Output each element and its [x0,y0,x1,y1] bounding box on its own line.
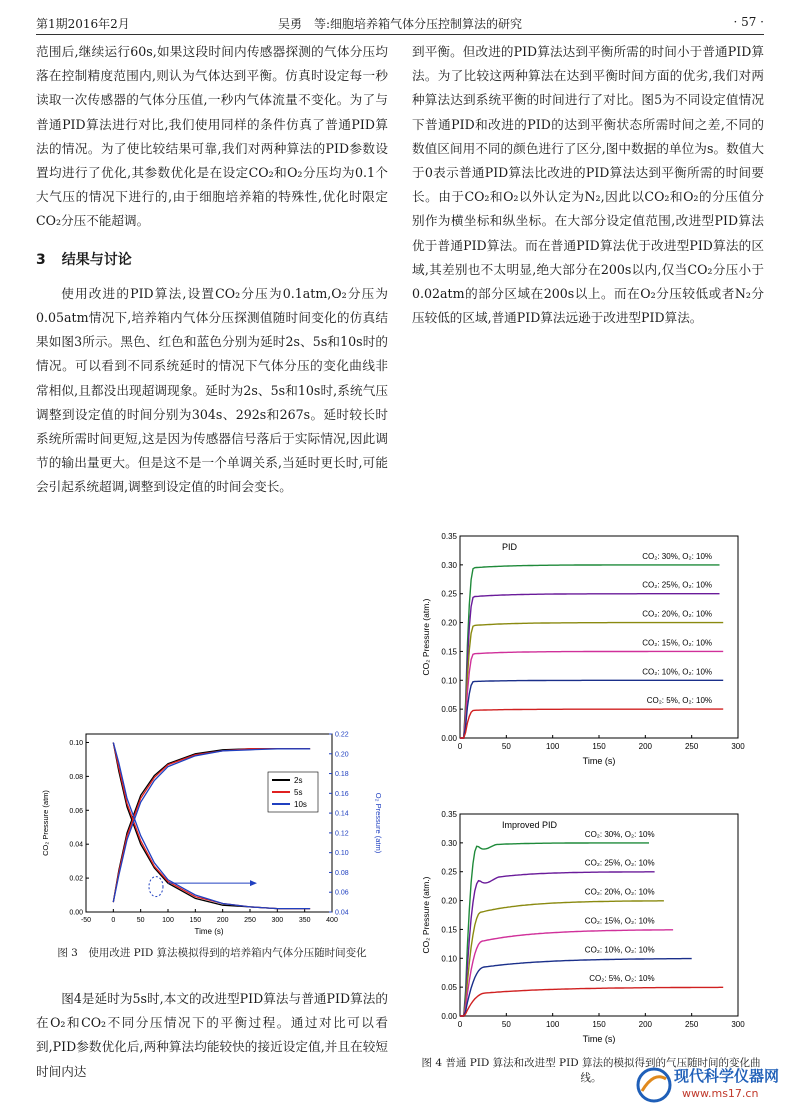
running-header [36,12,764,35]
x-tick-label: 250 [244,917,256,924]
y-tick-label: 0.00 [441,1012,457,1021]
paragraph: 到平衡。但改进的PID算法达到平衡所需的时间小于普通PID算法。为了比较这两种算法在达到平衡时间方面的优劣,我们对两种算法达到系统平衡的时间进行了对比。图5为不同设定值情况下普通PID和改进的PID的达到平衡状态所需时间之差,不同的数值区间用不同的颜色进行了区分,图中数据的单位为s。数值大于0表示普通PID算法比改进的PID算法达到平衡所需的时间要长。由于CO₂和O₂以外认定为N₂,因此以CO₂和O₂的分压值分别作为横坐标和纵坐标。在大部分设定值范围,改进型PID算法优于普通PID算法。而在普通PID算法优于改进型PID算法的区域,其差别也不太明显,绝大部分在200s以内,仅当CO₂分压小于0.02atm的部分区域在200s以上。而在O₂分压较低或者N₂分压较低的区域,普通PID算法远逊于改进型PID算法。 [412,44,764,326]
x-tick-label: 50 [501,742,511,751]
x-tick-label: 150 [592,1020,606,1029]
series-label: CO₂: 30%, O₂: 10% [642,551,713,561]
x-tick-label: 300 [731,1020,745,1029]
paragraph: 图4是延时为5s时,本文的改进型PID算法与普通PID算法的在O₂和CO₂不同分压情况下的平衡过程。通过对比可以看到,PID参数优化后,两种算法均能较快的接近设定值,并且在较短时间内达 [36,991,388,1079]
section-title: 结果与讨论 [61,251,132,268]
legend-label: 2s [294,776,303,785]
x-tick-label: 50 [136,917,145,924]
series-label: CO₂: 15%, O₂: 10% [584,916,655,926]
panel-label: Improved PID [502,820,558,830]
y-axis-label: CO₂ Pressure (atm) [41,790,50,856]
y2-tick-label: 0.06 [335,889,349,897]
y2-tick-label: 0.12 [335,830,349,838]
series-label: CO₂: 5%, O₂: 10% [646,696,713,706]
y-tick-label: 0.00 [69,909,83,917]
co2-series-line [113,743,310,909]
co2-series-line [113,743,310,909]
fig4a-chart [418,528,758,774]
x-tick-label: 100 [545,1020,560,1029]
y-axis-label: CO₂ Pressure (atm.) [421,598,431,676]
y2-tick-label: 0.08 [335,869,349,877]
x-axis-label: Time (s) [582,1034,616,1044]
x-tick-label: 150 [189,917,202,924]
y2-tick-label: 0.04 [335,909,349,917]
series-line [460,843,649,1016]
series-line [460,987,723,1016]
x-tick-label: 200 [638,742,653,751]
y-tick-label: 0.35 [441,532,457,541]
x-tick-label: 100 [545,742,560,751]
figure-4a [418,528,758,774]
logo-icon [634,1065,674,1105]
right-column [412,40,764,330]
y-tick-label: 0.30 [441,838,457,848]
panel-label: PID [502,542,518,552]
y-tick-label: 0.15 [441,647,457,657]
series-label: CO₂: 5%, O₂: 10% [589,974,655,984]
y-tick-label: 0.02 [69,875,83,883]
series-label: CO₂: 25%, O₂: 10% [584,858,655,868]
legend-label: 10s [294,800,307,809]
y-tick-label: 0.30 [441,560,457,570]
y2-tick-label: 0.22 [335,731,349,739]
x-tick-label: -50 [80,917,92,924]
issue-date: 第1期2016年2月 [36,17,130,31]
paragraph: 范围后,继续运行60s,如果这段时间内传感器探测的气体分压均落在控制精度范围内,则认为气体达到平衡。仿真时设定每一秒读取一次传感器的气体分压值,一秒内气体流量不变化。为了与普通PID算法进行对比,我们使用同样的条件仿真了普通PID算法的情况。为了使比较结果可靠,我们对两种算法的PID参数设置均进行了优化,其参数优化是在设定CO₂和O₂分压均为0.1个大气压的情况下进行的,由于细胞培养箱的特殊性,优化时限定CO₂分压不能超调。 [36,44,388,229]
y-axis-label: CO₂ Pressure (atm.) [421,876,431,954]
series-label: CO₂: 30%, O₂: 10% [584,829,655,839]
section-heading [36,248,388,272]
y2-tick-label: 0.10 [335,850,349,858]
y-tick-label: 0.20 [441,896,457,906]
x-tick-label: 150 [592,742,606,751]
co2-series-line [113,743,310,909]
figure-4-caption: 图 4 普通 PID 算法和改进型 PID 算法的模拟得到的气压随时间的变化曲线。 [421,1057,761,1084]
page-number: · 57 · [733,15,764,29]
watermark-url: www.ms17.cn [682,1087,759,1100]
x-tick-label: 300 [271,917,284,924]
figure-4b [418,806,758,1052]
highlight-ellipse [149,877,163,897]
y2-tick-label: 0.20 [335,751,349,759]
y-tick-label: 0.10 [69,739,83,747]
series-label: CO₂: 15%, O₂: 10% [642,638,713,648]
fig4b-chart [418,806,758,1052]
y-tick-label: 0.10 [441,676,457,686]
left-column [36,40,388,500]
y-tick-label: 0.35 [441,810,457,819]
y-tick-label: 0.00 [441,734,457,743]
plot-frame [86,734,332,912]
x-axis-label: Time (s) [194,927,224,936]
y-tick-label: 0.05 [441,983,457,993]
article-title: 吴勇 等:细胞培养箱气体分压控制算法的研究 [277,17,523,31]
x-axis-label: Time (s) [582,756,616,766]
x-tick-label: 0 [457,742,463,751]
watermark-logo [634,1063,784,1107]
y-tick-label: 0.20 [441,618,457,628]
fig3-chart [36,726,388,948]
y-tick-label: 0.05 [441,705,457,715]
left-column-bottom [36,987,388,1084]
y-tick-label: 0.25 [441,867,457,877]
x-tick-label: 200 [216,917,229,924]
series-line [460,651,723,738]
figure-3-caption: 图 3 使用改进 PID 算法模拟得到的培养箱内气体分压随时间变化 [57,947,367,959]
x-tick-label: 0 [457,1020,463,1029]
series-label: CO₂: 10%, O₂: 10% [584,945,655,955]
x-tick-label: 0 [111,917,116,924]
x-tick-label: 350 [298,917,311,924]
x-tick-label: 250 [684,742,699,751]
series-line [460,930,673,1016]
x-tick-label: 50 [501,1020,511,1029]
watermark-title: 现代科学仪器网 [674,1067,780,1085]
x-tick-label: 400 [326,917,338,924]
series-label: CO₂: 20%, O₂: 10% [584,887,655,897]
series-line [460,709,723,738]
x-tick-label: 200 [638,1020,653,1029]
x-tick-label: 100 [162,917,174,924]
legend-label: 5s [294,788,303,797]
paragraph: 使用改进的PID算法,设置CO₂分压为0.1atm,O₂分压为0.05atm情况下,培养箱内气体分压探测值随时间变化的仿真结果如图3所示。黑色、红色和蓝色分别为延时2s、5s和10s时的情况。可以看到不同系统延时的情况下气体分压的变化曲线非常相似,且都没出现超调现象。延时为2s、5s和10s时,系统气压调整到设定值的时间分别为304s、292s和267s。延时较长时系统所需时间更短,这是因为传感器信号落后于实际情况,因此调节的输出量更大。但是这不是一个单调关系,当延时更长时,可能会引起系统超调,调整到设定值的时间会变长。 [36,285,388,495]
arrow-head [250,880,257,886]
x-tick-label: 300 [731,742,745,751]
y2-tick-label: 0.16 [335,790,349,798]
y-tick-label: 0.10 [441,954,457,964]
x-tick-label: 250 [684,1020,699,1029]
y-tick-label: 0.15 [441,925,457,935]
y-tick-label: 0.06 [69,807,83,815]
y2-tick-label: 0.18 [335,771,349,779]
section-number: 3 [36,251,46,268]
series-label: CO₂: 20%, O₂: 10% [642,609,713,619]
y2-tick-label: 0.14 [335,810,349,818]
y-tick-label: 0.25 [441,589,457,599]
y-tick-label: 0.08 [69,773,83,781]
y2-axis-label: O₂ Pressure (atm) [374,792,383,854]
series-label: CO₂: 25%, O₂: 10% [642,580,713,590]
figure-3 [36,726,388,948]
y-tick-label: 0.04 [69,841,83,849]
series-label: CO₂: 10%, O₂: 10% [642,667,713,677]
